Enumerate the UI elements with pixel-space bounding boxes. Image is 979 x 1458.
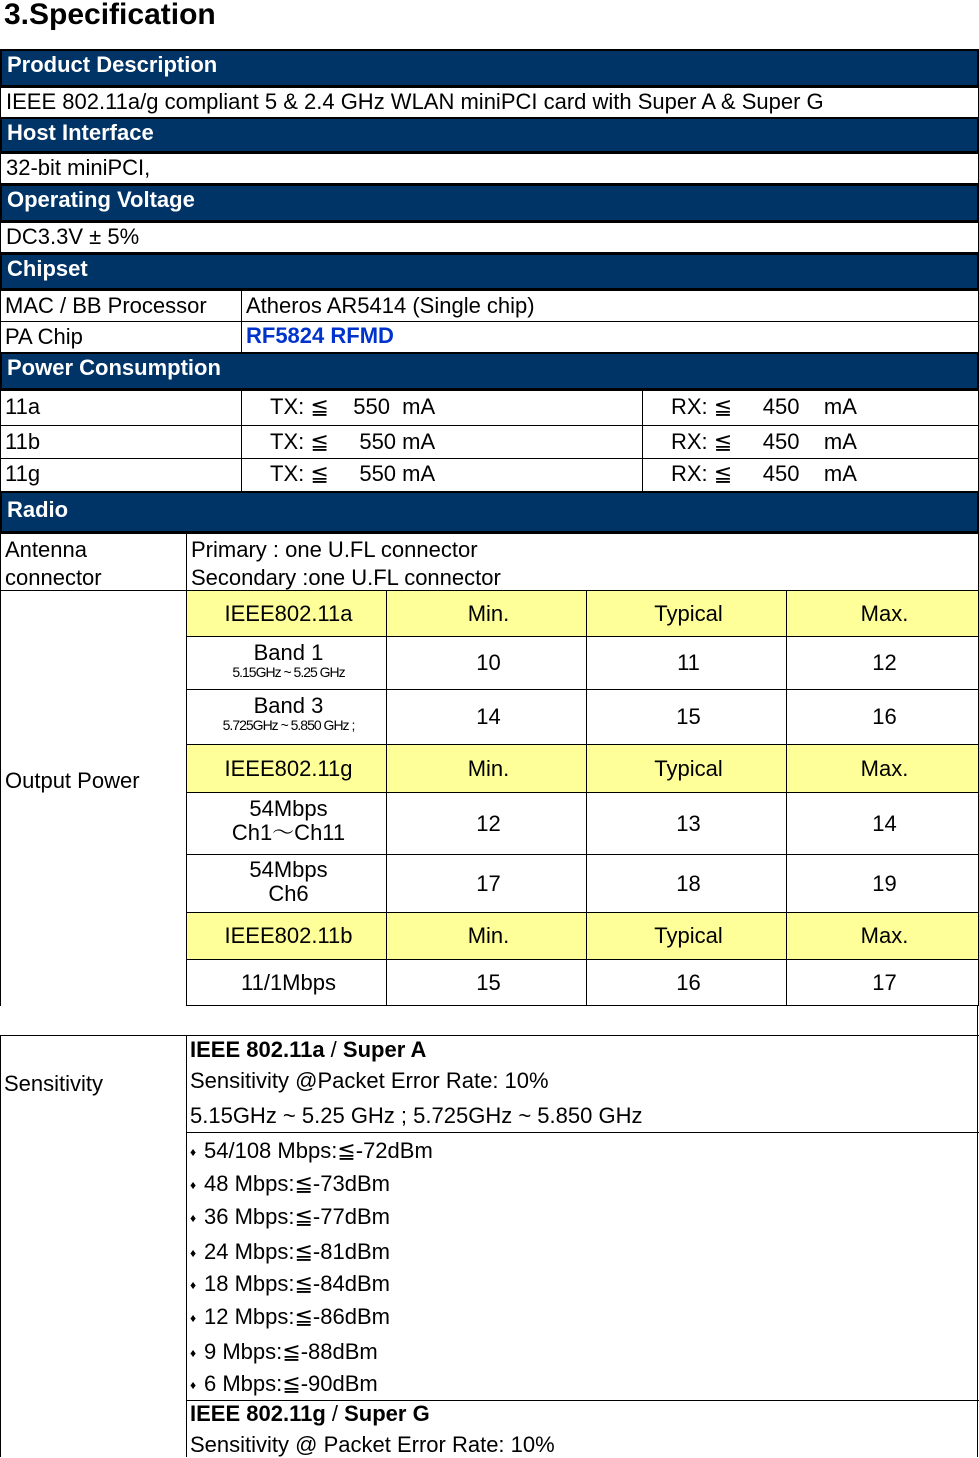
table-11b-row1-min: 15 [386,959,587,1006]
table-11g-row1-typical: 13 [586,792,787,855]
sens-item-text: 12 Mbps:≦-86dBm [204,1304,390,1329]
table-11a-band1-min: 10 [386,636,587,690]
sens-a-per: Sensitivity @Packet Error Rate: 10% [190,1068,549,1093]
table-11g-head-mode: IEEE802.11g [186,744,387,793]
power-tx-11g: TX: ≦ 550 mA [241,458,643,492]
list-item [190,1204,390,1230]
table-11b-row1-typical: 16 [586,959,787,1006]
sens-a-title-sep: / [324,1037,343,1062]
sens-item-text: 9 Mbps:≦-88dBm [204,1339,378,1364]
sens-g-title [190,1401,430,1427]
sens-item-text: 18 Mbps:≦-84dBm [204,1271,390,1296]
diamond-bullet-icon: ♦ [190,1311,197,1326]
table-11a-band3-max: 16 [786,689,979,745]
antenna-label-line2: connector [5,565,102,590]
g-row2-channel: Ch6 [268,881,309,906]
host-interface-header: Host Interface [0,117,979,153]
table-11b-head-min: Min. [386,912,587,960]
table-11g-head-typical: Typical [586,744,787,793]
sens-g-title-std: IEEE 802.11g [190,1401,326,1426]
list-item [190,1239,390,1265]
operating-voltage-header: Operating Voltage [0,184,979,222]
sens-item-text: 48 Mbps:≦-73dBm [204,1171,390,1196]
table-11g-row2 [186,854,387,913]
power-consumption-header: Power Consumption [0,352,979,390]
table-11b-row1-max: 17 [786,959,979,1006]
table-11a-head-mode: IEEE802.11a [186,590,387,637]
diamond-bullet-icon: ♦ [190,1346,197,1361]
table-11g-head-min: Min. [386,744,587,793]
power-tx-11b: TX: ≦ 550 mA [241,425,643,459]
table-gap-border [977,1006,978,1036]
table-11g-row1 [186,792,387,855]
list-item [190,1271,390,1297]
list-item [190,1371,378,1397]
sensitivity-top-border [0,1035,979,1036]
sens-item-text: 24 Mbps:≦-81dBm [204,1239,390,1264]
sens-g-title-mode: Super G [344,1401,430,1426]
diamond-bullet-icon: ♦ [190,1178,197,1193]
table-11a-band3-min: 14 [386,689,587,745]
host-interface-text: 32-bit miniPCI, [0,153,979,184]
sens-g-per: Sensitivity @ Packet Error Rate: 10% [190,1432,555,1457]
output-power-cell [0,590,187,1006]
output-power-label: Output Power [5,768,140,793]
power-rx-11g: RX: ≦ 450 mA [642,458,979,492]
table-11g-row1-min: 12 [386,792,587,855]
pa-chip-value: RF5824 RFMD [241,321,979,353]
sens-item-text: 6 Mbps:≦-90dBm [204,1371,378,1396]
product-description-header: Product Description [0,49,979,87]
sensitivity-left-border [0,1036,1,1457]
list-item [190,1304,390,1330]
sens-item-text: 54/108 Mbps:≦-72dBm [204,1138,433,1163]
table-11a-head-min: Min. [386,590,587,637]
list-item [190,1138,433,1164]
table-11a-band3-typical: 15 [586,689,787,745]
sensitivity-right-border [977,1036,978,1457]
table-11a-band1-typical: 11 [586,636,787,690]
list-item [190,1339,378,1365]
sens-a-band: 5.15GHz ~ 5.25 GHz ; 5.725GHz ~ 5.850 GHz [190,1103,643,1128]
table-11b-head-max: Max. [786,912,979,960]
mac-bb-value: Atheros AR5414 (Single chip) [241,290,979,322]
g-row1-channel: Ch1～Ch11 [231,820,346,845]
power-mode-11b: 11b [0,425,242,459]
g-row2-rate: 54Mbps [249,857,328,882]
table-11g-row2-min: 17 [386,854,587,913]
sens-item-text: 36 Mbps:≦-77dBm [204,1204,390,1229]
g-row1-rate: 54Mbps [249,796,328,821]
sens-a-separator [186,1132,979,1133]
table-11a-band1-max: 12 [786,636,979,690]
power-mode-11a: 11a [0,390,242,426]
table-11a-band1 [186,636,387,690]
radio-header: Radio [0,491,979,533]
diamond-bullet-icon: ♦ [190,1278,197,1293]
diamond-bullet-icon: ♦ [190,1145,197,1160]
table-11b-head-mode: IEEE802.11b [186,912,387,960]
antenna-primary: Primary : one U.FL connector [191,537,478,562]
power-rx-11b: RX: ≦ 450 mA [642,425,979,459]
antenna-label-line1: Antenna [5,537,87,562]
operating-voltage-text: DC3.3V ± 5% [0,222,979,253]
sens-g-title-sep: / [325,1401,345,1426]
sens-a-title [190,1037,426,1063]
band3-label: Band 3 [253,693,324,718]
table-11g-row2-typical: 18 [586,854,787,913]
diamond-bullet-icon: ♦ [190,1211,197,1226]
table-11b-head-typical: Typical [586,912,787,960]
sens-a-title-mode: Super A [342,1037,427,1062]
antenna-secondary: Secondary :one U.FL connector [191,565,501,590]
power-mode-11g: 11g [0,458,242,492]
antenna-connector-value [186,533,979,591]
pa-chip-label: PA Chip [0,321,242,353]
diamond-bullet-icon: ♦ [190,1378,197,1393]
sensitivity-divider [186,1036,187,1457]
mac-bb-label: MAC / BB Processor [0,290,242,322]
band1-label: Band 1 [253,640,324,665]
table-11g-row1-max: 14 [786,792,979,855]
diamond-bullet-icon: ♦ [190,1246,197,1261]
power-tx-11a: TX: ≦ 550 mA [241,390,643,426]
band3-range: 5.725GHz ~ 5.850 GHz ; [222,717,355,733]
table-11g-row2-max: 19 [786,854,979,913]
antenna-connector-label [0,533,187,591]
table-11b-row1-mode: 11/1Mbps [186,959,387,1006]
table-11a-band3 [186,689,387,745]
product-description-text: IEEE 802.11a/g compliant 5 & 2.4 GHz WLAN miniPCI card with Super A & Super G [0,87,979,118]
sensitivity-label: Sensitivity [4,1071,104,1096]
sens-a-title-std: IEEE 802.11a [190,1037,325,1062]
page-title: 3.Specification [4,0,216,31]
table-11g-head-max: Max. [786,744,979,793]
power-rx-11a: RX: ≦ 450 mA [642,390,979,426]
list-item [190,1171,390,1197]
table-11a-head-typical: Typical [586,590,787,637]
table-11a-head-max: Max. [786,590,979,637]
band1-range: 5.15GHz ~ 5.25 GHz [232,664,345,680]
chipset-header: Chipset [0,253,979,290]
